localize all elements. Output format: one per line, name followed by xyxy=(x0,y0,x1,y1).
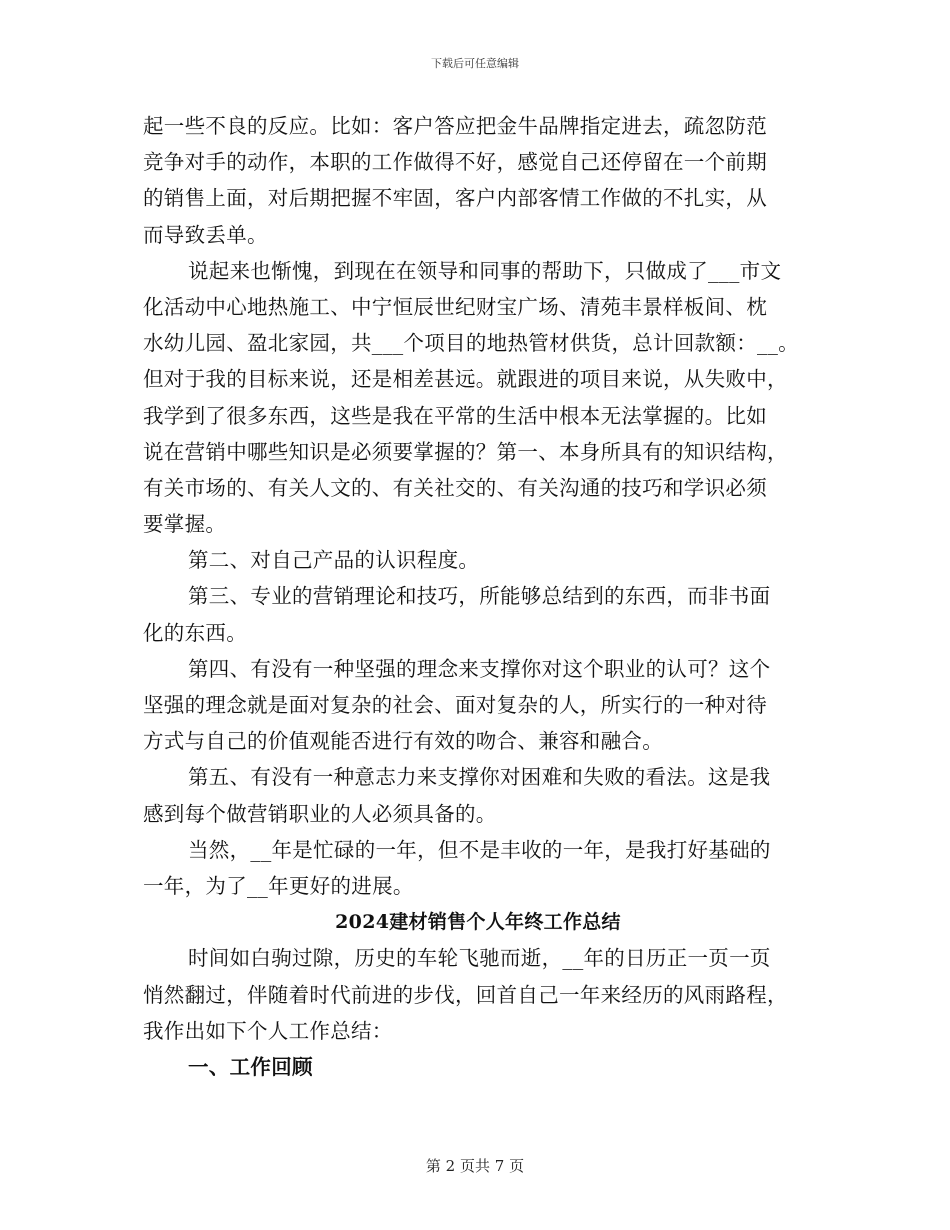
text-line: 第二、对自己产品的认识程度。 xyxy=(188,548,480,573)
document-body xyxy=(143,108,813,1085)
text-line: 我学到了很多东西，这些是我在平常的生活中根本无法掌握的。比如 xyxy=(143,403,767,428)
text-line: 化的东西。 xyxy=(143,620,247,645)
text-line: 一年，为了__年更好的进展。 xyxy=(143,873,414,898)
text-line: 要掌握。 xyxy=(143,512,227,537)
text-line: 第五、有没有一种意志力来支撑你对困难和失败的看法。这是我 xyxy=(188,765,771,790)
text-line: 起一些不良的反应。比如：客户答应把金牛品牌指定进去，疏忽防范 xyxy=(143,114,767,138)
text-line: 化活动中心地热施工、中宁恒辰世纪财宝广场、清苑丰景样板间、枕 xyxy=(143,294,767,319)
text-line: 第四、有没有一种坚强的理念来支撑你对这个职业的认可？这个 xyxy=(188,656,771,681)
section-title: 2024建材销售个人年终工作总结 xyxy=(335,911,621,934)
subsection-heading: 一、工作回顾 xyxy=(188,1054,313,1079)
text-line: 悄然翻过，伴随着时代前进的步伐，回首自己一年来经历的风雨路程， xyxy=(143,982,788,1007)
text-line: 时间如白驹过隙，历史的车轮飞驰而逝，__年的日历正一页一页 xyxy=(188,946,771,971)
text-line: 但对于我的目标来说，还是相差甚远。就跟进的项目来说，从失败中， xyxy=(143,367,788,392)
text-line: 说在营销中哪些知识是必须要掌握的？第一、本身所具有的知识结构， xyxy=(143,439,788,464)
text-line: 坚强的理念就是面对复杂的社会、面对复杂的人，所实行的一种对待 xyxy=(143,693,767,717)
text-line: 水幼儿园、盈北家园，共___个项目的地热管材供货，总计回款额：__。 xyxy=(143,331,799,356)
page-header: 下载后可任意编辑 xyxy=(431,57,519,70)
text-line: 竞争对手的动作，本职的工作做得不好，感觉自己还停留在一个前期 xyxy=(143,150,767,175)
text-line: 说起来也惭愧，到现在在领导和同事的帮助下，只做成了___市文 xyxy=(188,258,782,283)
text-line: 方式与自己的价值观能否进行有效的吻合、兼容和融合。 xyxy=(143,729,663,754)
page-footer: 第 2 页共 7 页 xyxy=(425,1157,525,1175)
text-line: 有关市场的、有关人文的、有关社交的、有关沟通的技巧和学识必须 xyxy=(143,475,767,500)
text-line: 感到每个做营销职业的人必须具备的。 xyxy=(143,801,497,826)
text-line: 而导致丢单。 xyxy=(143,222,268,247)
text-line: 第三、专业的营销理论和技巧，所能够总结到的东西，而非书面 xyxy=(188,584,771,609)
text-line: 当然，__年是忙碌的一年，但不是丰收的一年，是我打好基础的 xyxy=(188,837,771,862)
text-line: 的销售上面，对后期把握不牢固，客户内部客情工作做的不扎实，从 xyxy=(143,186,767,211)
text-line: 我作出如下个人工作总结： xyxy=(143,1018,393,1043)
